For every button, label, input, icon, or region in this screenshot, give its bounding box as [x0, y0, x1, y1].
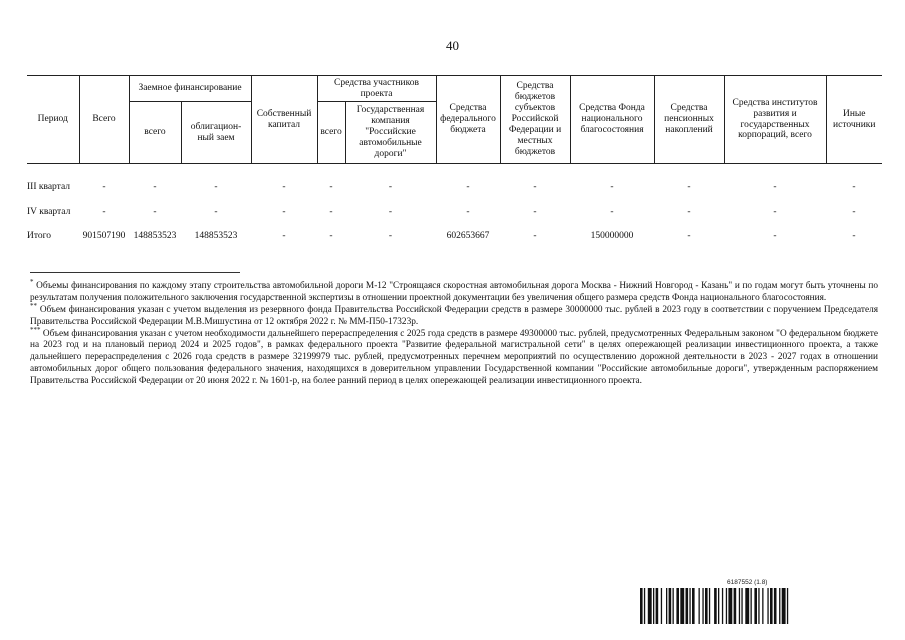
barcode-bar — [680, 588, 684, 624]
cell: - — [388, 181, 393, 192]
cell: - — [687, 181, 691, 192]
footnote-text: Объемы финансирования по каждому этапу строительства автомобильной дороги М-12 "Строящаяся скоростная автомобильная дорога Москва - Нижний Новгород - Казань" и по годам могут быть уточнены по результатам получения положительного заключения государственной экспертизы в отношении проектной документации без увеличения общего размера средств Фонда национального благосостояния. — [30, 281, 878, 303]
footnote-mark: * — [30, 277, 34, 286]
barcode-icon — [640, 588, 880, 624]
barcode-bar — [726, 588, 727, 624]
barcode-bar — [774, 588, 777, 624]
barcode-bar — [705, 588, 708, 624]
barcode-bar — [648, 588, 652, 624]
header-period: Период — [27, 76, 79, 164]
barcode-bar — [734, 588, 737, 624]
barcode-bar — [739, 588, 740, 624]
barcode-bar — [751, 588, 752, 624]
footnote-text: Объем финансирования указан с учетом необходимости дальнейшего перераспределения с 2025 года средств в размере 49300000 тыс. рублей, предусмотренных Федеральным законом "О федеральном бюджете на 2023 год и на плановый период 2024 и 2025 годов", в рамках федерального проекта "Развитие федеральной магистральной сети" в целях опережающей реализации инвестиционного проекта, а также дальнейшего перераспределения с 2026 года средств в размере 32199979 тыс. рублей, предусмотренных перечнем мероприятий по осуществлению дорожной деятельности в 2023 - 2027 годах в отношении автомобильных дорог общего пользования федерального значения, находящихся в доверительном управлении Государственной компании "Российские автомобильные дороги", утвержденным распоряжением Правительства Российской Федерации от 20 июня 2022 г. № 1601-р, на более ранний период в целях опережающей реализации инвестиционного проекта. — [30, 328, 878, 387]
cell: - — [466, 206, 470, 217]
cell: - — [388, 230, 393, 241]
barcode-bar — [709, 588, 710, 624]
cell: 148853523 — [194, 230, 238, 241]
cell: - — [687, 206, 691, 217]
row-period: IV квартал — [27, 206, 71, 217]
header-regional-budget: Средства бюджетов субъектов Российской Федерации и местных бюджетов — [500, 76, 570, 164]
barcode-bar — [722, 588, 723, 624]
barcode-bar — [767, 588, 768, 624]
barcode-bar — [714, 588, 717, 624]
barcode-bar — [758, 588, 759, 624]
cell: - — [282, 181, 286, 192]
cell: - — [687, 230, 691, 241]
cell: 148853523 — [133, 230, 177, 241]
barcode-bar — [770, 588, 773, 624]
cell: - — [329, 230, 333, 241]
barcode-bar — [644, 588, 645, 624]
cell: - — [282, 206, 286, 217]
header-own-capital: Собственный капитал — [251, 76, 317, 164]
row-period: Итого — [27, 230, 52, 241]
cell: 150000000 — [590, 230, 634, 241]
cell: - — [773, 230, 777, 241]
cell: - — [852, 206, 856, 217]
cell: - — [214, 206, 218, 217]
header-participants-company: Государственная компания "Российские автомобильные дороги" — [345, 102, 436, 164]
cell: - — [153, 206, 157, 217]
header-participants: Средства участников проекта — [317, 76, 436, 102]
cell: - — [852, 230, 856, 241]
cell: - — [852, 181, 856, 192]
barcode-bar — [745, 588, 749, 624]
footnotes — [30, 272, 878, 388]
footnote-1 — [30, 277, 878, 305]
barcode-bar — [787, 588, 788, 624]
header-loan-total: всего — [129, 102, 181, 164]
footnote-mark: ** — [30, 301, 37, 310]
cell: - — [533, 230, 537, 241]
cell: - — [102, 206, 106, 217]
cell: - — [533, 206, 537, 217]
footnote-mark: *** — [30, 325, 41, 334]
cell: - — [282, 230, 286, 241]
table-row — [27, 200, 882, 224]
barcode-bar — [673, 588, 674, 624]
barcode-bar — [640, 588, 643, 624]
barcode-bar — [779, 588, 780, 624]
footnote-separator — [30, 272, 240, 273]
header-institutes: Средства институтов развития и государственных корпораций, всего — [724, 76, 826, 164]
cell: 602653667 — [446, 230, 490, 241]
header-federal-budget: Средства федерального бюджета — [436, 76, 500, 164]
header-other: Иные источники — [826, 76, 882, 164]
cell: - — [153, 181, 157, 192]
cell: - — [102, 181, 106, 192]
header-participants-total: всего — [317, 102, 345, 164]
header-national-fund: Средства Фонда национального благосостояния — [570, 76, 654, 164]
barcode-bar — [754, 588, 757, 624]
barcode-bar — [728, 588, 732, 624]
barcode-bar — [702, 588, 703, 624]
table-row — [27, 164, 882, 201]
cell: - — [214, 181, 218, 192]
barcode-bar — [689, 588, 690, 624]
financing-table — [27, 75, 882, 248]
cell: - — [773, 206, 777, 217]
cell: - — [388, 206, 393, 217]
barcode-bar — [718, 588, 719, 624]
barcode-bar — [692, 588, 695, 624]
barcode-bar — [676, 588, 679, 624]
cell: - — [610, 181, 614, 192]
document-code: 6187552 (1.8) — [727, 579, 768, 586]
cell: - — [466, 181, 470, 192]
page-number: 40 — [446, 38, 459, 53]
cell: 901507190 — [82, 230, 126, 241]
barcode-bar — [741, 588, 742, 624]
cell: - — [773, 181, 777, 192]
barcode-bar — [782, 588, 786, 624]
barcode-bar — [762, 588, 763, 624]
header-loan: Заемное финансирование — [129, 76, 251, 102]
barcode-bar — [686, 588, 689, 624]
barcode-bar — [669, 588, 672, 624]
footnote-3 — [30, 325, 878, 388]
barcode-bar — [661, 588, 662, 624]
barcode-bar — [653, 588, 654, 624]
cell: - — [329, 181, 333, 192]
barcode-bar — [656, 588, 659, 624]
cell: - — [329, 206, 333, 217]
header-loan-bond: облигацион-ный заем — [181, 102, 251, 164]
header-pension: Средства пенсионных накоплений — [654, 76, 724, 164]
barcode-bar — [699, 588, 700, 624]
cell: - — [533, 181, 537, 192]
footnote-text: Объем финансирования указан с учетом выделения из резервного фонда Правительства Российской Федерации средств в размере 30000000 тыс. рублей в 2023 году в соответствии с поручением Председателя Правительства Российской Федерации М.В.Мишустина от 12 октября 2022 г. № ММ-П50-17323р. — [30, 304, 878, 327]
row-period: III квартал — [27, 181, 70, 192]
footnote-2 — [30, 301, 878, 329]
table-row — [27, 224, 882, 248]
header-total: Всего — [79, 76, 129, 164]
barcode-bar — [666, 588, 667, 624]
cell: - — [610, 206, 614, 217]
